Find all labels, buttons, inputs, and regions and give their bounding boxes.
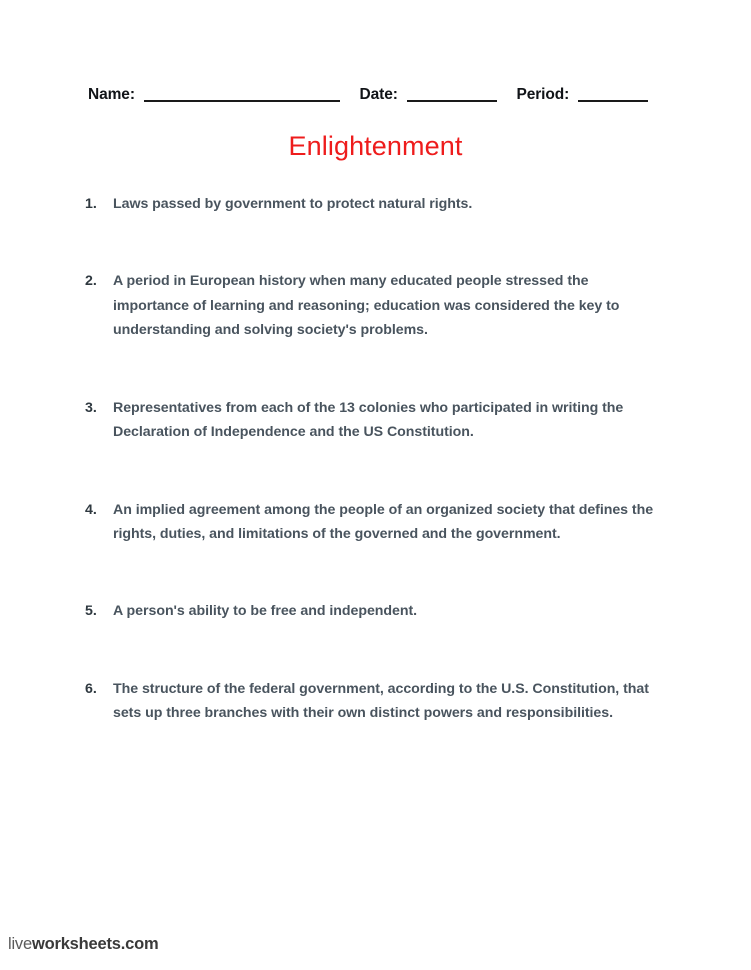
list-item — [85, 192, 663, 216]
list-item — [85, 269, 663, 342]
list-item — [85, 498, 663, 547]
question-text: Laws passed by government to protect natural rights. — [113, 196, 473, 212]
question-number: 3. — [85, 399, 97, 416]
question-text: An implied agreement among the people of an organized society that defines the rights, duties, and limitations of the governed and the government. — [113, 501, 654, 542]
watermark-bold-text: worksheets.com — [31, 935, 159, 953]
question-number: 5. — [85, 603, 97, 620]
question-number: 4. — [85, 501, 97, 518]
name-label: Name: — [88, 86, 135, 103]
date-label: Date: — [359, 86, 398, 103]
list-item — [85, 677, 663, 726]
site-watermark — [8, 935, 158, 954]
question-number: 1. — [85, 196, 97, 212]
list-item — [85, 396, 663, 445]
question-number: 2. — [85, 273, 97, 290]
watermark-light-text: live — [8, 935, 32, 953]
student-info-header — [88, 86, 663, 104]
question-text: Representatives from each of the 13 colonies who participated in writing the Declaration of Independence and the US Constitution. — [113, 399, 624, 441]
list-item — [85, 599, 663, 623]
question-number: 6. — [85, 680, 97, 697]
question-text: A person's ability to be free and independent. — [113, 603, 418, 620]
question-text: The structure of the federal government, according to the U.S. Constitution, that sets up three branches with their own distinct powers and responsibilities. — [113, 680, 649, 722]
question-text: A period in European history when many educated people stressed the importance of learning and reasoning; education was considered the key to understanding and solving society's problems. — [113, 273, 620, 339]
question-list — [85, 192, 663, 726]
date-input-blank[interactable] — [407, 87, 497, 102]
period-label: Period: — [516, 86, 570, 103]
name-input-blank[interactable] — [144, 87, 340, 102]
period-input-blank[interactable] — [578, 87, 648, 102]
page-title: Enlightenment — [288, 131, 463, 161]
